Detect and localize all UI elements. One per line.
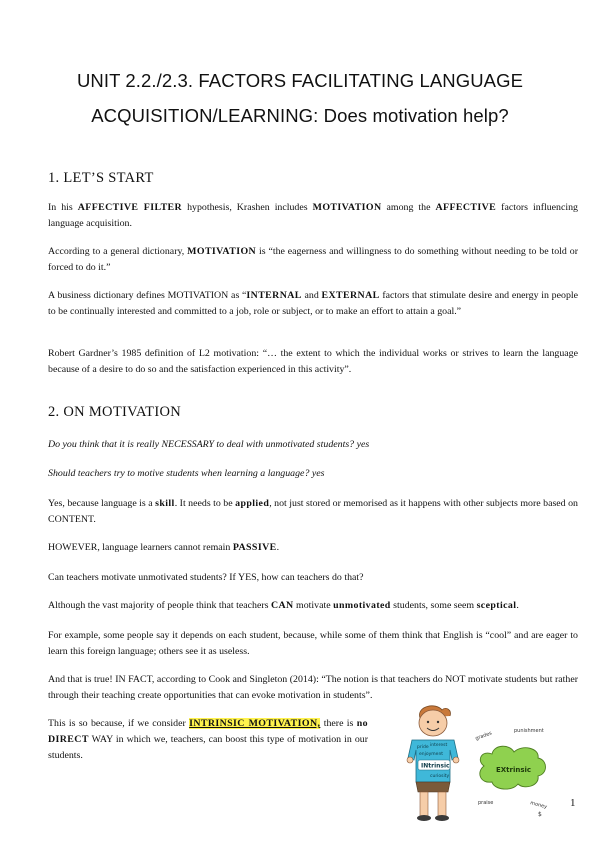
paragraph-business-dictionary: A business dictionary defines MOTIVATION as “INTERNAL and EXTERNAL factors that stimulate desire and energy in people to be continually interested and committed to a job, role or subject, or to make an effort to attain a goal.” [48, 290, 579, 317]
word-pride: pride [417, 745, 429, 750]
motivation-illustration [372, 704, 572, 824]
student-figure [407, 706, 459, 821]
paragraph-example: For example, some people say it depends on each student, because, while some of them think that English is “cool” and are eager to learn this foreign language; others see it as useless. [48, 630, 578, 657]
word-curiosity: curiosity [430, 774, 450, 779]
paragraph-passive: HOWEVER, language learners cannot remain PASSIVE. [48, 542, 280, 553]
paragraph-gardner-definition: Robert Gardner’s 1985 definition of L2 motivation: “… the extent to which the individual works or strives to learn the language because of a desire to do so and the satisfaction experienced in this activity”. [48, 348, 578, 375]
word-punishment: punishment [514, 728, 544, 734]
money-sign: $ [538, 811, 542, 818]
section-heading-lets-start: 1. LET’S START [48, 170, 154, 186]
highlight-intrinsic-motivation: INTRINSIC MOTIVATION, [189, 718, 321, 729]
label-intrinsic: INtrinsic [421, 762, 450, 770]
paragraph-can-teachers: Can teachers motivate unmotivated students? If YES, how can teachers do that? [48, 572, 364, 583]
section-heading-on-motivation: 2. ON MOTIVATION [48, 404, 182, 420]
page-number: 1 [570, 797, 576, 809]
word-money: money [529, 800, 548, 811]
paragraph-general-dictionary: According to a general dictionary, MOTIVATION is “the eagerness and willingness to do something without needing to be told or forced to do it.” [48, 246, 578, 273]
question-should-teachers: Should teachers try to motive students when learning a language? yes [48, 468, 325, 479]
word-enjoyment: enjoyment [419, 752, 444, 757]
paragraph-skill: Yes, because language is a skill. It needs to be applied, not just stored or memorised as it happens with other subjects more based on CONTENT. [48, 498, 578, 525]
word-interest: interest [430, 743, 448, 748]
page-title-line-1: UNIT 2.2./2.3. FACTORS FACILITATING LANGUAGE [76, 70, 524, 91]
label-extrinsic: EXtrinsic [496, 766, 532, 774]
extrinsic-cloud [475, 728, 548, 818]
word-praise: praise [478, 800, 494, 806]
page-title-line-2: ACQUISITION/LEARNING: Does motivation help? [91, 105, 509, 126]
paragraph-intrinsic: This is so because, if we consider INTRINSIC MOTIVATION, there is no DIRECT WAY in which we, teachers, can boost this type of motivation in our students. [48, 718, 368, 761]
word-grades: grades [474, 730, 493, 742]
paragraph-affective-filter: In his AFFECTIVE FILTER hypothesis, Krashen includes MOTIVATION among the AFFECTIVE factors influencing language acquisition. [48, 202, 578, 229]
paragraph-cook-singleton: And that is true! IN FACT, according to Cook and Singleton (2014): “The notion is that teachers do NOT motivate students but rather through their teaching create opportunities that can evoke motivation in students”. [48, 674, 578, 701]
question-necessary: Do you think that it is really NECESSARY to deal with unmotivated students? yes [48, 439, 370, 450]
paragraph-sceptical: Although the vast majority of people think that teachers CAN motivate unmotivated students, some seem sceptical. [48, 600, 519, 611]
